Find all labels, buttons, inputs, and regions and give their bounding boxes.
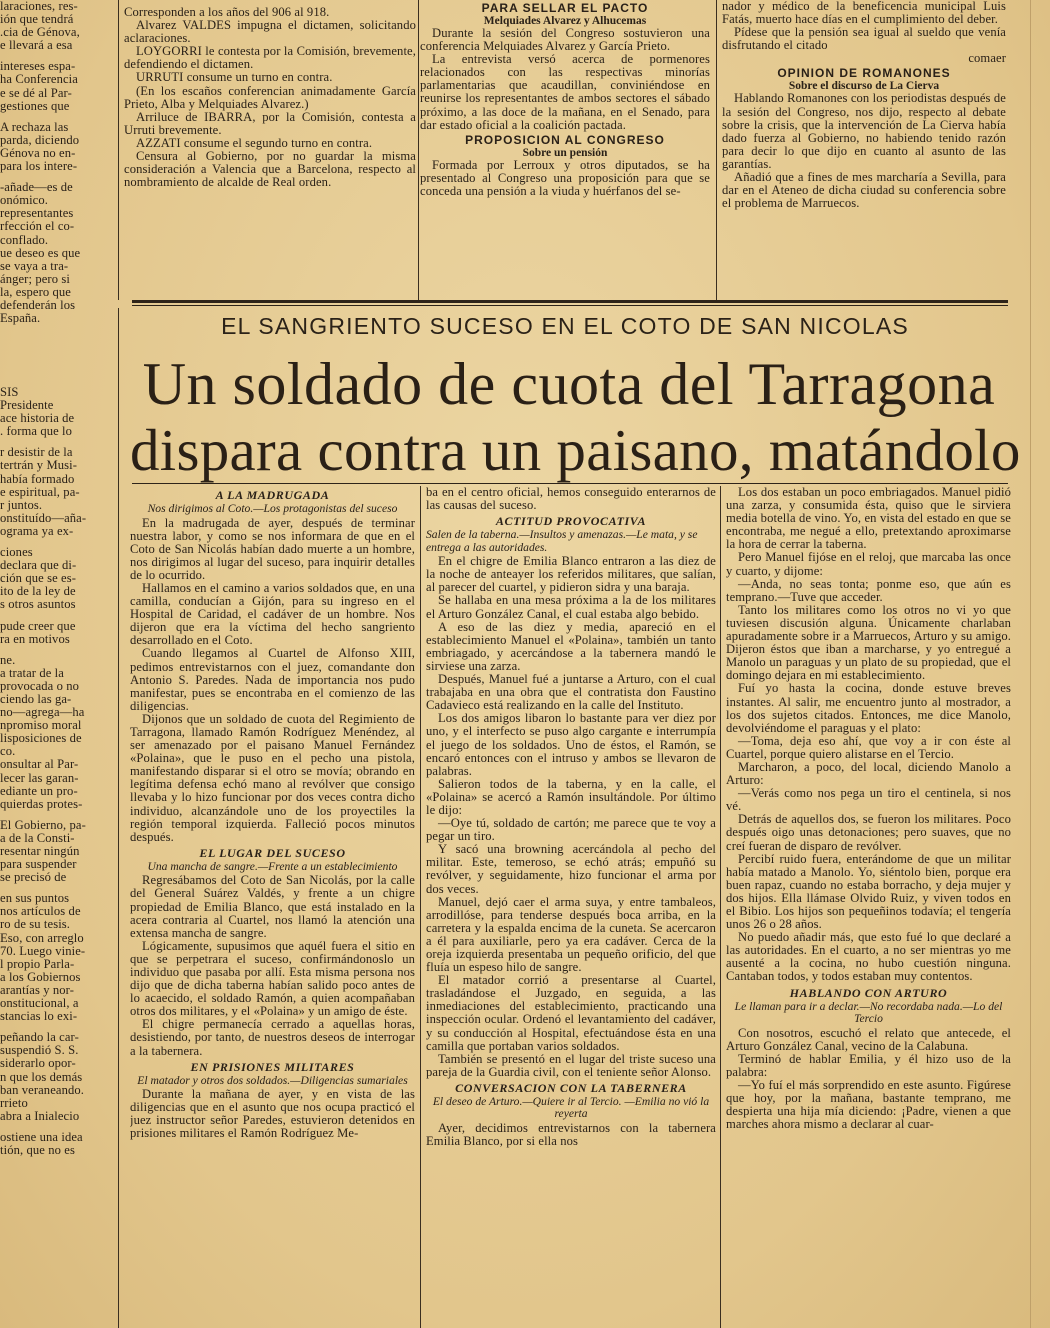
paragraph: Durante la sesión del Congreso sostuvieron una conferencia Melquiades Alvarez y García Prieto. <box>420 26 710 54</box>
paragraph: No puedo añadir más, que esto fué lo que declaré a las autoridades. En el cuarto, a no ser mientras yo me ausenté a la cocina, no hubo cuestión ninguna. Cantaban todos, y todos estaban muy contentos. <box>726 930 1011 984</box>
subhead-a-la-madrugada: A LA MADRUGADA <box>215 488 330 502</box>
fragment-line: pude creer que <box>0 618 76 633</box>
fragment-line: lisposiciones de <box>0 731 82 746</box>
subhead-detail: Le llaman para ir a declar.—No recordaba nada.—Lo del Tercio <box>734 999 1003 1026</box>
fragment-line: ha Conferencia <box>0 72 78 87</box>
fragment-line: onsultar al Par- <box>0 757 79 772</box>
heading-opinion-romanones: OPINION DE ROMANONES <box>777 66 951 81</box>
fragment-line: ciendo las ga- <box>0 691 72 706</box>
fragment-line: ograma ya ex- <box>0 523 74 538</box>
fragment-line: onstituído—aña- <box>0 510 87 525</box>
fragment-line: conflado. <box>0 232 49 247</box>
paragraph: —Toma, deja eso ahí, que voy a ir con éste al Cuartel, porque quiero alistarse en el Tercio. <box>726 733 1011 761</box>
fragment-line: A rechaza las <box>0 119 69 134</box>
paragraph: En el chigre de Emilia Blanco entraron a las diez de la noche de anteayer los referidos militares, que salían, al parecer del cuartel, y pidieron sidra y una baraja. <box>426 554 716 595</box>
story-column-b <box>426 486 716 1328</box>
paragraph: Dijonos que un soldado de cuota del Regimiento de Tarragona, llamado Ramón Rodríguez Menéndez, al ser amenazado por el paisano Manuel Fernández «Polaina», que le puso en el pecho una pistola, manifestando disparar si el otro se movía; obrando en legítima defensa echó mano al revólver que consigo llevaba y lo hizo funcionar por dos veces contra dicho individuo, alcanzándole uno de los proyectiles la región temporal izquierda. Falleció pocos minutos después. <box>130 711 415 844</box>
fragment-line: ión que tendrá <box>0 12 74 27</box>
section-divider-rule <box>132 300 1008 303</box>
paragraph: Corresponden a los años del 906 al 918. <box>124 5 330 19</box>
fragment-line: suspendió S. S. <box>0 1043 79 1058</box>
fragment-line: declara que di- <box>0 558 77 573</box>
paragraph: Cuando llegamos al Cuartel de Alfonso XIII, pedimos entrevistarnos con el juez, comandante don Antonio S. Paredes. Nada de importancia nos pudo manifestar, pues se encontraba en el comienzo de las diligencias. <box>130 646 415 713</box>
paragraph: También se presentó en el lugar del triste suceso una pareja de la Guardia civil, con el teniente señor Alonso. <box>426 1051 716 1079</box>
fragment-line: e espiritual, pa- <box>0 484 80 499</box>
fragment-line: tión, que no es <box>0 1142 75 1157</box>
paragraph: Alvarez VALDES impugna el dictamen, solicitando aclaraciones. <box>124 18 416 46</box>
story-column-a <box>130 486 415 1328</box>
fragment-line: resentar ningún <box>0 844 80 858</box>
subheading-pension: Sobre un pensión <box>522 146 608 159</box>
fragment-line: ace historia de <box>0 411 75 426</box>
paragraph: Pero Manuel fijóse en el reloj, que marcaba las once y cuarto, y dijome: <box>726 550 1011 578</box>
paragraph: Formada por Lerroux y otros diputados, se ha presentado al Congreso una proposición para que se conceda una pensión a la viuda y huérfanos del se- <box>420 157 710 198</box>
fragment-line: a tratar de la <box>0 665 64 680</box>
headline-line-1: Un soldado de cuota del Tarragona <box>142 351 996 417</box>
paragraph: Los dos estaban un poco embriagados. Manuel pidió una zarza, y consumida ésta, quiso que le sirviera media botella de vino. Yo, en vista del estado en que se encontraba, me negué a ello, pretextando aproximarse la hora de cerrar la taberna. <box>726 486 1011 552</box>
fragment-line: nos artículos de <box>0 904 81 919</box>
fragment-line: onstitucional, a <box>0 996 79 1011</box>
fragment-line: defenderán los <box>0 297 76 312</box>
subhead-actitud-provocativa: ACTITUD PROVOCATIVA <box>495 514 647 529</box>
fragment-line: Presidente <box>0 398 54 413</box>
headline-rule <box>132 483 1008 484</box>
fragment-line: . forma que lo <box>0 424 73 439</box>
fragment-line: ban veraneando. <box>0 1082 85 1097</box>
fragment-line: lecer las garan- <box>0 770 79 785</box>
paragraph: (En los escaños conferencian animadamente García Prieto, Alba y Melquiades Alvarez.) <box>124 83 416 111</box>
paragraph: AZZATI consume el segundo turno en contra. <box>136 135 373 150</box>
fragment-line: ciones <box>0 545 33 560</box>
story-kicker: EL SANGRIENTO SUCESO EN EL COTO DE SAN NICOLAS <box>221 313 909 339</box>
subhead-el-lugar-del-suceso: EL LUGAR DEL SUCESO <box>199 845 346 860</box>
column-rule <box>720 486 721 1328</box>
fragment-line: se precisó de <box>0 870 67 885</box>
fragment-line: peñando la car- <box>0 1030 79 1045</box>
top-column-congress-session <box>124 0 416 300</box>
headline-line-2: dispara contra un paisano, matándolo <box>130 417 1021 483</box>
fragment-line: npromiso moral <box>0 718 82 733</box>
paragraph: nador y médico de la beneficencia municipal Luis Fatás, muerto hace días en el cumplimiento del deber. <box>722 0 1006 27</box>
fragment-line: ne. <box>0 652 16 667</box>
heading-proposicion-congreso: PROPOSICION AL CONGRESO <box>465 132 665 147</box>
fragment-line: tertrán y Musi- <box>0 458 78 473</box>
paragraph: LOYGORRI le contesta por la Comisión, brevemente, defendiendo el dictamen. <box>124 44 416 72</box>
fragment-line: ción que se es- <box>0 571 76 586</box>
paragraph: Lógicamente, supusimos que aquél fuera el sitio en que se perpetrara el suceso, confirmándonoslo un individuo que pasaba por allí. Esta misma persona nos dijo que de dicha taberna habían salido poco antes de lo acaecido, el soldado Ramón, a quien acompañaban otros dos militares, y el «Polaina» y un amigo de éste. <box>130 938 415 1019</box>
subhead-detail: El deseo de Arturo.—Quiere ir al Tercio. —Emilia no vió la reyerta <box>432 1094 710 1121</box>
fragment-line: -añade—es de <box>0 180 73 195</box>
paragraph: Y sacó una browning acercándola al pecho del militar. Este, temeroso, se echó atrás; empuñó su revólver, y seguidamente, hizo funcionar el arma por dos veces. <box>426 842 716 896</box>
fragment-line: ánger; pero si <box>0 271 70 286</box>
heading-para-sellar-el-pacto: PARA SELLAR EL PACTO <box>481 1 649 15</box>
top-column-romanones <box>722 0 1006 300</box>
fragment-line: .cia de Génova, <box>0 25 80 40</box>
fragment-line: siderarlo opor- <box>0 1056 76 1071</box>
left-fragment-column <box>0 386 112 1328</box>
fragment-line: onómico. <box>0 193 49 208</box>
fragment-line: r desistir de la <box>0 445 73 460</box>
fragment-line: e se dé al Par- <box>0 85 72 100</box>
paragraph: Después, Manuel fué a juntarse a Arturo, con el cual trabajaba en una obra que el contratista don Faustino Cadavieco está realizando en la calle del Instituto. <box>426 672 716 713</box>
paragraph: Pídese que la pensión sea igual al sueldo que venía disfrutando el citado <box>722 25 1006 53</box>
fragment-line: a los Gobiernos <box>0 969 81 984</box>
fragment-line: representantes <box>0 206 74 221</box>
paragraph: URRUTI consume un turno en contra. <box>136 70 333 85</box>
paragraph: Ayer, decidimos entrevistarnos con la tabernera Emilia Blanco, por si ella nos <box>426 1120 716 1149</box>
fragment-line: e llevará a esa <box>0 38 73 53</box>
fragment-line: abra a Inialecio <box>0 1108 80 1123</box>
subhead-hablando-con-arturo: HABLANDO CON ARTURO <box>789 985 948 1000</box>
column-rule <box>420 486 421 1328</box>
paragraph: Percibí ruido fuera, enterándome de que un militar había matado a Manolo. Yo, siéntolo bien, porque era buen rapaz, cuando no estaba borracho, y deja mujer y dos hijos. Ella llámase Olvido Ruiz, y viven todos en el Bibio. Los hijos son pequeñinos todavía; el tengería unos 26 o 28 años. <box>726 851 1011 932</box>
fragment-line: ostiene una idea <box>0 1129 83 1144</box>
paragraph: Con nosotros, escuchó el relato que antecede, el Arturo González Canal, vecino de la Calabuna. <box>726 1025 1011 1053</box>
paragraph: El chigre permanecía cerrado a aquellas horas, desistiendo, por tanto, de nuestros deseos de interrogar a la tabernera. <box>130 1017 415 1058</box>
fragment-line: en sus puntos <box>0 891 70 906</box>
fragment-line: laraciones, res- <box>0 0 78 13</box>
paragraph: Durante la mañana de ayer, y en vista de las diligencias que en el asunto que nos ocupa practicó el juez instructor señor Paredes, estuvieron detenidos en prisiones militares el Ramón Rodríguez Me- <box>130 1087 415 1141</box>
fragment-line: co. <box>0 744 16 759</box>
page-edge-rule <box>1030 0 1031 1328</box>
column-rule <box>118 308 119 1328</box>
story-column-c <box>726 486 1011 1328</box>
paragraph: —Verás como nos pega un tiro el centinela, si nos vé. <box>726 786 1011 814</box>
column-rule <box>418 0 419 300</box>
fragment-line: ra en motivos <box>0 631 70 646</box>
paragraph: Arriluce de IBARRA, por la Comisión, contesta a Urruti brevemente. <box>124 109 416 137</box>
fragment-line: n que los demás <box>0 1069 83 1084</box>
fragment-line: rrieto <box>0 1095 28 1110</box>
fragment-line: rfección el co- <box>0 219 75 234</box>
fragment-line: intereses espa- <box>0 59 76 74</box>
fragment-line: SIS <box>0 386 19 399</box>
top-left-fragment-column <box>0 0 112 388</box>
fragment-line: gestiones que <box>0 98 70 113</box>
subhead-conversacion-tabernera: CONVERSACION CON LA TABERNERA <box>455 1080 687 1095</box>
fragment-line: l propio Parla- <box>0 956 75 971</box>
paragraph: Regresábamos del Coto de San Nicolás, por la calle del General Suárez Valdés, y frente a un chigre propiedad de Emilia Blanco, que está instalado en la acera contraria al Cuartel, nos llamó la atención una extensa mancha de sangre. <box>130 873 415 940</box>
paragraph: Tanto los militares como los otros no vi yo que tuviesen discusión alguna. Únicamente charlaban apuradamente sobre ir a Marruecos, Arturo y su amigo. Dijeron éstos que iban a marcharse, y yo entregué a Manolo un paraguas y un plato de su propiedad, que el domingo dejara en mi establecimiento. <box>726 602 1011 683</box>
fragment-line: s otros asuntos <box>0 597 76 612</box>
subheading-melquiades: Melquiades Alvarez y Alhucemas <box>483 15 647 27</box>
paragraph: A eso de las diez y media, apareció en el establecimiento Manuel el «Polaina», también un tanto embriagado, y acercándose a la tabernera mandó le sirviese una zarza. <box>426 619 716 673</box>
fragment-line: la, espero que <box>0 284 71 299</box>
paragraph: Marcharon, a poco, del local, diciendo Manolo a Arturo: <box>726 759 1011 788</box>
fragment-line: a de la Consti- <box>0 830 75 845</box>
paragraph: —Anda, no seas tonta; ponme eso, que aún es temprano.—Tuve que acceder. <box>726 576 1011 604</box>
fragment-line: r juntos. <box>0 497 43 512</box>
paragraph: Se hallaba en una mesa próxima a la de los militares el Arturo González Canal, el cual estaba algo bebido. <box>426 593 716 621</box>
paragraph: Añadió que a fines de mes marcharía a Sevilla, para dar en el Ateneo de dicha ciudad su conferencia sobre el problema de Marruecos. <box>722 170 1006 211</box>
column-rule <box>118 0 119 300</box>
paragraph: Los dos amigos libaron lo bastante para ver diez por uno, y el interfecto se puso algo cargante e interrumpía el juego de los soldados. Uno de éstos, el Ramón, se encaró entonces con el intruso y ambos se llevaron de palabras. <box>426 711 716 778</box>
fragment-line: Eso, con arreglo <box>0 930 84 945</box>
subhead-detail: El matador y otros dos soldados.—Diligencias sumariales <box>137 1073 408 1087</box>
section-divider-rule-thin <box>132 305 1008 306</box>
fragment-line: arantías y nor- <box>0 982 74 997</box>
paragraph: El matador corrió a presentarse al Cuartel, trasladándose el Juzgado, en seguida, a las inmediaciones del establecimiento, practicando una inspección ocular. Ordenó el levantamiento del cadáver, y su conducción al Hospital, efectuándose ésta en una camilla que portaban varios soldados. <box>426 973 716 1053</box>
paragraph: Terminó de hablar Emilia, y él hizo uso de la palabra: <box>726 1051 1011 1079</box>
fragment-line: para los intere- <box>0 159 78 174</box>
subheading-la-cierva: Sobre el discurso de La Cierva <box>788 80 940 93</box>
fragment-line: El Gobierno, pa- <box>0 817 86 832</box>
fragment-line: stancias lo exi- <box>0 1009 78 1024</box>
paragraph: La entrevista versó acerca de pormenores relacionados con las respectivas minorías parlamentarias que acaudillan, conviniéndose en reunirse los representantes de ambos sectores el sábado próximo, a las doce de la mañana, en el Senado, para dar estado oficial a la coalición pactada. <box>420 52 710 132</box>
paragraph: En la madrugada de ayer, después de terminar nuestra labor, y como se nos informara de que en el Coto de San Nicolás habían dado muerte a un hombre, nos dirigimos al lugar del suceso, para inquirir detalles de lo ocurrido. <box>130 515 415 582</box>
column-rule <box>716 0 717 300</box>
paragraph: Censura al Gobierno, por no guardar la misma consideración a Valencia que a Barcelona, respecto al nombramiento de alcalde de Real orden. <box>124 149 416 190</box>
paragraph: Hablando Romanones con los periodistas después de la sesión del Congreso, nos dijo, respecto al debate sobre la crisis, que la intervención de La Cierva había dado fuerza al Gobierno, no habiendo tenido razón para decir lo que dijo en cuanto al asunto de las garantías. <box>722 91 1006 171</box>
top-column-pacto <box>420 0 710 300</box>
fragment-line: ue deseo es que <box>0 245 81 260</box>
paragraph: ba en el centro oficial, hemos conseguido enterarnos de las causas del suceso. <box>426 486 716 513</box>
fragment-line: quierdas protes- <box>0 796 83 811</box>
fragment-line: Génova no en- <box>0 145 76 160</box>
paragraph: Salieron todos de la taberna, y en la calle, el «Polaina» se acercó a Ramón insultándole. Por último le dijo: <box>426 776 716 817</box>
paragraph: —Yo fuí el más sorprendido en este asunto. Figúrese que hoy, por la mañana, bastante temprano, me despierta una hija mía diciendo: ¡Padre, vienen a que marches ahora mismo a declarar al cuar- <box>726 1077 1011 1132</box>
fragment-line: España. <box>0 311 41 326</box>
fragment-line: provocada o no <box>0 678 80 693</box>
subhead-detail: Una mancha de sangre.—Frente a un establecimiento <box>147 859 398 873</box>
fragment-line: no—agrega—ha <box>0 705 85 720</box>
subhead-detail: Salen de la taberna.—Insultos y amenazas.—Le mata, y se entrega a las autoridades. <box>426 528 698 554</box>
subhead-detail: Nos dirigimos al Coto.—Los protagonistas del suceso <box>147 502 398 515</box>
subhead-en-prisiones-militares: EN PRISIONES MILITARES <box>190 1059 355 1074</box>
fragment-line: había formado <box>0 471 75 486</box>
fragment-line: para suspender <box>0 857 77 872</box>
fragment-line: 70. Luego vinie- <box>0 943 86 958</box>
paragraph: —Oye tú, soldado de cartón; me parece que te voy a pegar un tiro. <box>426 816 716 844</box>
fragment-line: ro de su tesis. <box>0 917 71 932</box>
paragraph: Manuel, dejó caer el arma suya, y entre tambaleos, arrodillóse, para tenderse después boca arriba, en la carretera y la espalda encima de la cuneta. Se acercaron a él para auxiliarle, pero ya era cadáver. Cerca de la oreja izquierda presentaba un pequeño orificio, del que fluía un espeso hilo de sangre. <box>426 894 716 975</box>
fragment-line: ediante un pro- <box>0 783 78 798</box>
paragraph: Hallamos en el camino a varios soldados que, en una camilla, conducían a Gijón, para su ingreso en el Hospital de Caridad, el cadáver de un hombre. Nos dijeron que era la víctima del hecho sangriento desarrollado en el Coto. <box>130 580 415 648</box>
fragment-line: se vaya a tra- <box>0 258 69 273</box>
paragraph: Detrás de aquellos dos, se fueron los militares. Poco después oigo unas detonaciones; pero suaves, que no creí fueran de disparo de revólver. <box>726 812 1011 853</box>
fragment-line <box>0 646 112 654</box>
fragment-line: ito de la ley de <box>0 584 76 599</box>
fragment-line: parda, diciendo <box>0 132 80 147</box>
paragraph: Fuí yo hasta la cocina, donde estuve breves instantes. Al salir, me encuentro junto al mostrador, a los dos sujetos citados. Entonces, me dice Manolo, devolviéndome el paraguas y el plato: <box>726 681 1011 735</box>
paragraph-end: comaer <box>968 51 1006 66</box>
